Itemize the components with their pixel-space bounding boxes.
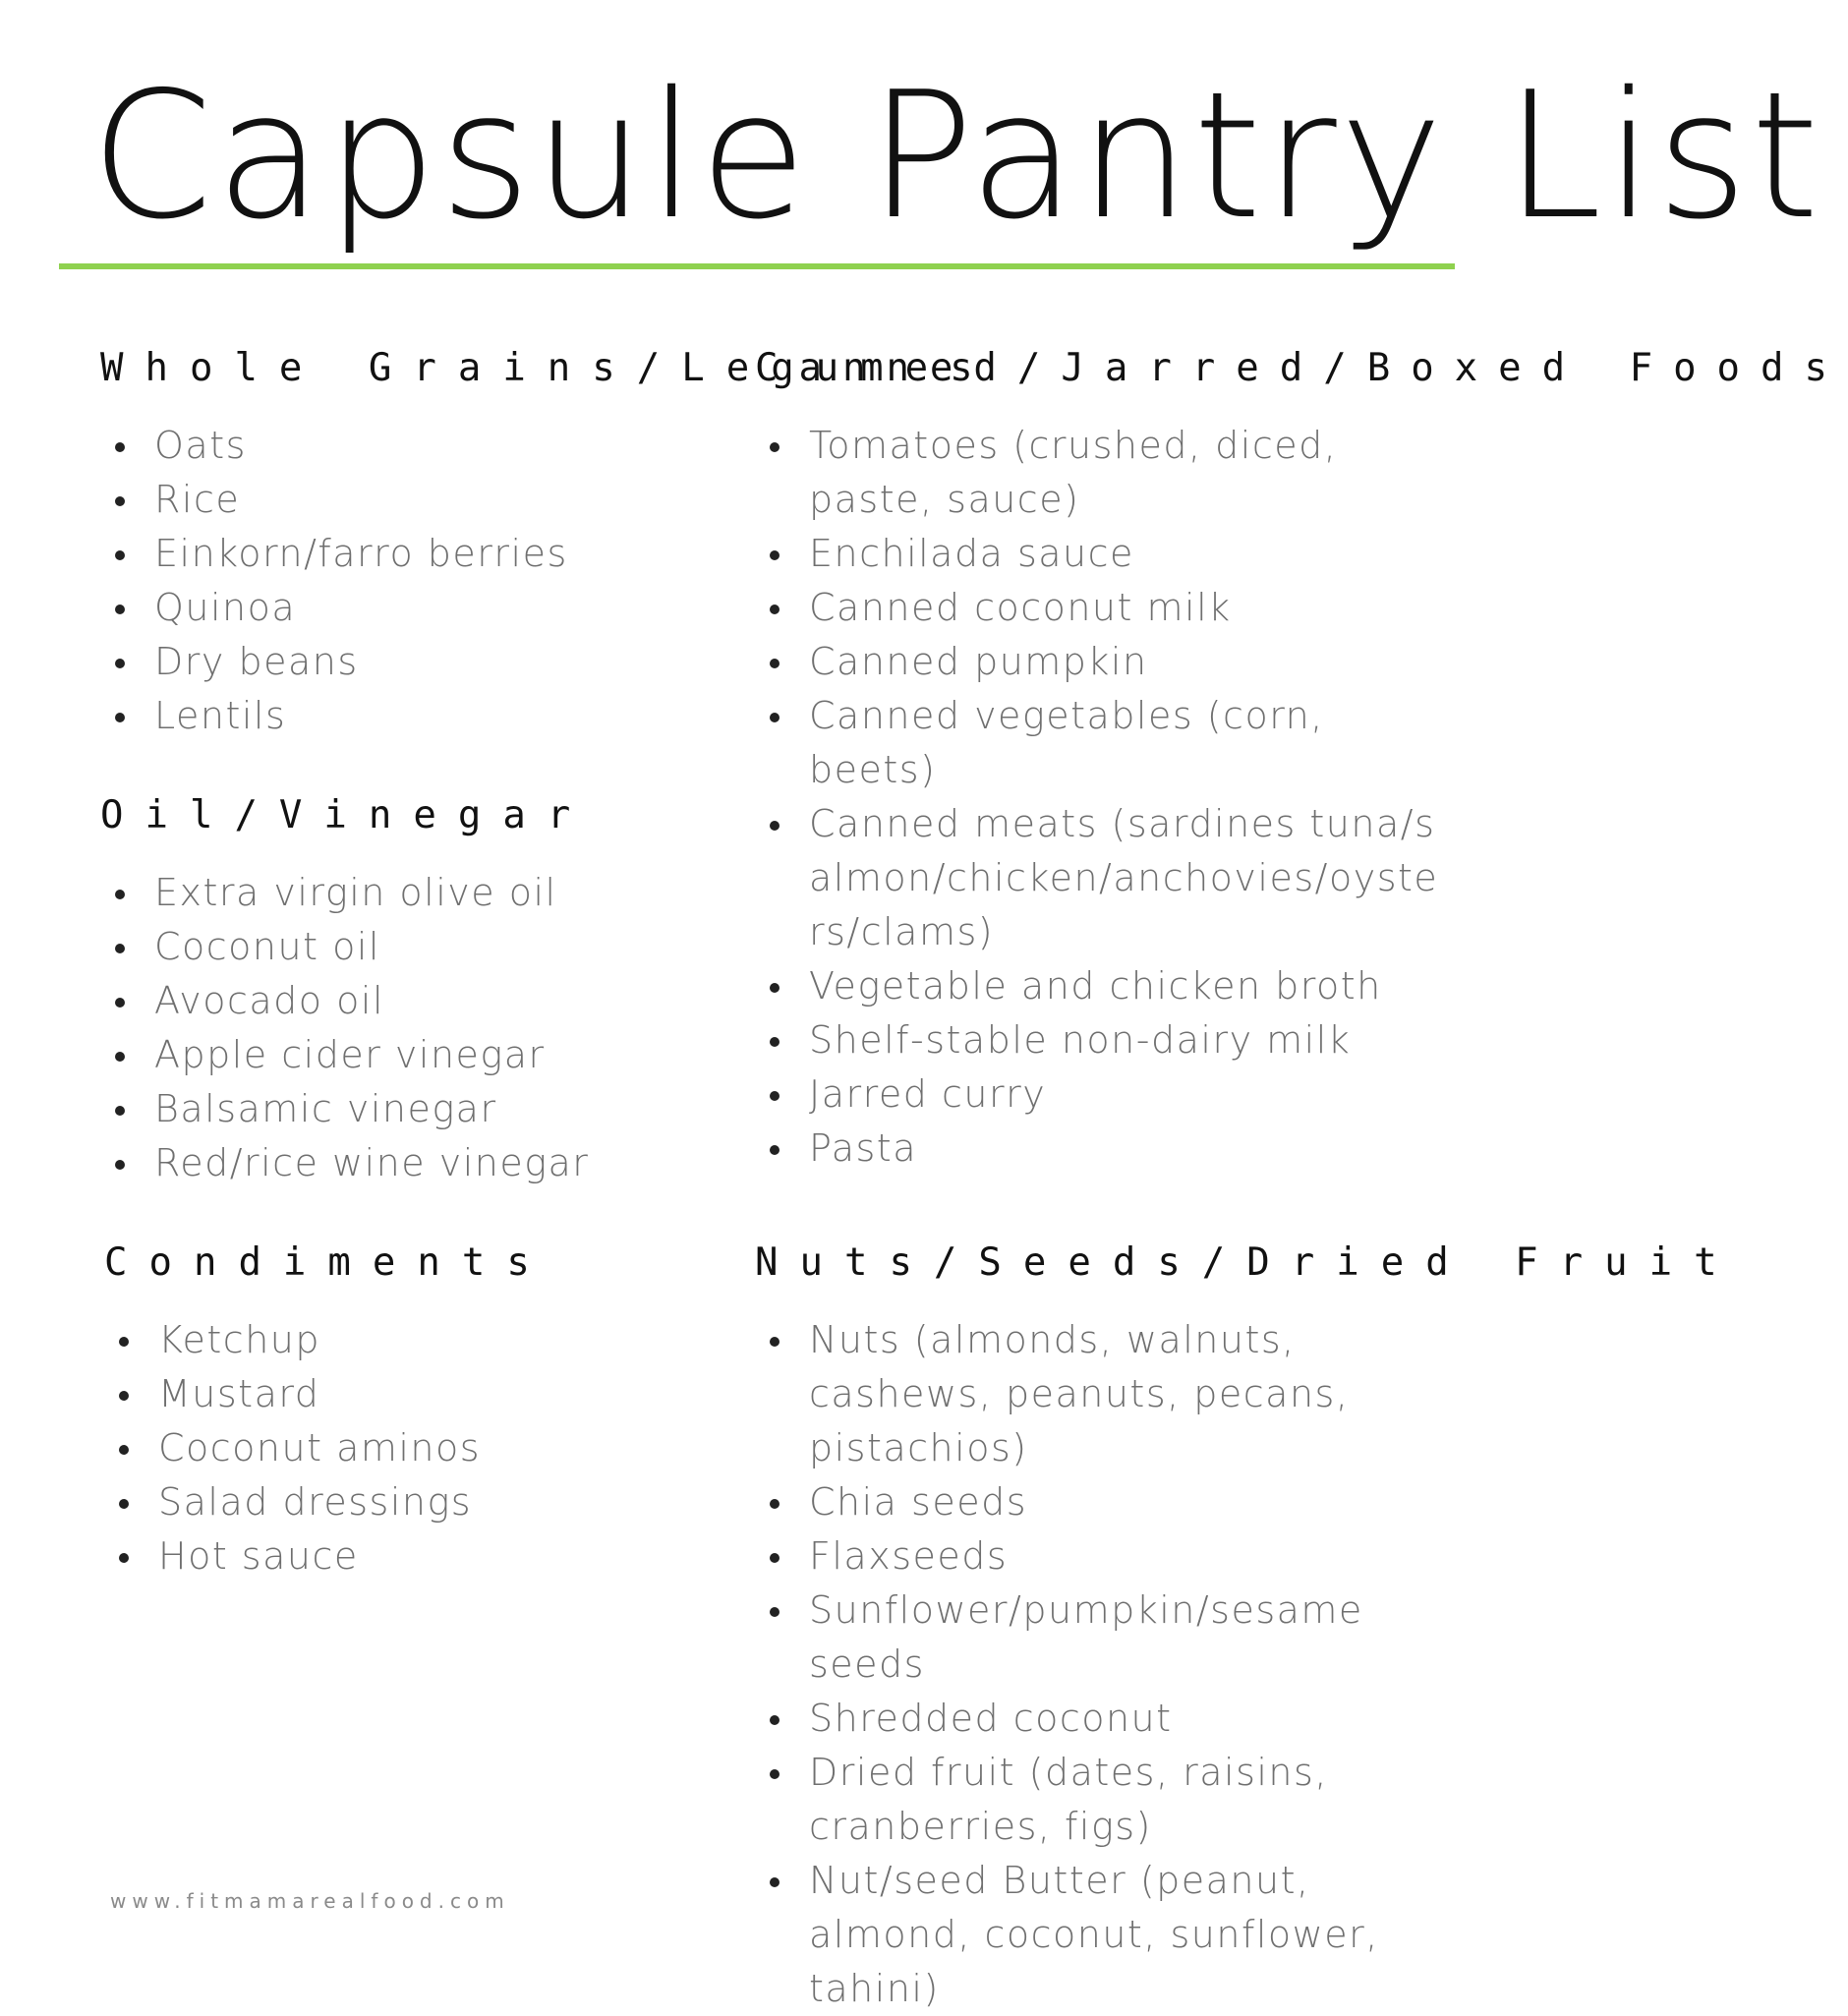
section-heading: Condiments [104, 1240, 551, 1285]
list-item: Canned vegetables (corn, beets) [755, 689, 1443, 797]
list-item: Red/rice wine vinegar [100, 1136, 710, 1190]
list-item: Oats [100, 419, 710, 473]
section-oil-vinegar [100, 793, 710, 1190]
title-divider [59, 263, 1455, 269]
list-item: Avocado oil [100, 974, 710, 1028]
list-item: Tomatoes (crushed, diced, paste, sauce) [755, 419, 1443, 527]
list-item: Canned meats (sardines tuna/salmon/chicken/anchovies/oysters/clams) [755, 797, 1443, 959]
list-item: Rice [100, 473, 710, 527]
list-item: Dried fruit (dates, raisins, cranberries, figs) [755, 1746, 1443, 1854]
list-item: Canned coconut milk [755, 581, 1443, 635]
list-item: Lentils [100, 689, 710, 743]
item-list [100, 419, 710, 743]
item-list [755, 419, 1443, 1176]
section-heading: Nuts/Seeds/Dried Fruit [755, 1240, 1739, 1285]
section-heading: Whole Grains/Legumes [100, 346, 995, 390]
list-item: Canned pumpkin [755, 635, 1443, 689]
item-list [104, 1313, 714, 1584]
list-item: Shredded coconut [755, 1692, 1443, 1746]
item-list [755, 1313, 1443, 2016]
list-item: Ketchup [104, 1313, 714, 1367]
list-item: Shelf-stable non-dairy milk [755, 1013, 1443, 1067]
section-canned-foods [755, 346, 1848, 1176]
list-item: Flaxseeds [755, 1529, 1443, 1584]
website-url: www.fitmamarealfood.com [110, 1889, 510, 1913]
list-item: Mustard [104, 1367, 714, 1421]
page-title: Capsule Pantry List [90, 54, 1822, 258]
list-item: Sunflower/pumpkin/sesame seeds [755, 1584, 1443, 1692]
section-nuts-seeds [755, 1240, 1739, 2016]
list-item: Nut/seed Butter (peanut, almond, coconut, sunflower, tahini) [755, 1854, 1443, 2016]
list-item: Chia seeds [755, 1475, 1443, 1529]
section-condiments [104, 1240, 714, 1584]
list-item: Apple cider vinegar [100, 1028, 710, 1082]
list-item: Dry beans [100, 635, 710, 689]
item-list [100, 866, 710, 1190]
list-item: Hot sauce [104, 1529, 714, 1584]
list-item: Balsamic vinegar [100, 1082, 710, 1136]
section-heading: Canned/Jarred/Boxed Foods [755, 346, 1848, 390]
list-item: Nuts (almonds, walnuts, cashews, peanuts, pecans, pistachios) [755, 1313, 1443, 1475]
section-heading: Oil/Vinegar [100, 793, 593, 837]
list-item: Salad dressings [104, 1475, 714, 1529]
list-item: Extra virgin olive oil [100, 866, 710, 920]
list-item: Enchilada sauce [755, 527, 1443, 581]
list-item: Coconut aminos [104, 1421, 714, 1475]
list-item: Jarred curry [755, 1067, 1443, 1122]
list-item: Coconut oil [100, 920, 710, 974]
list-item: Einkorn/farro berries [100, 527, 710, 581]
list-item: Pasta [755, 1122, 1443, 1176]
list-item: Vegetable and chicken broth [755, 959, 1443, 1013]
list-item: Quinoa [100, 581, 710, 635]
